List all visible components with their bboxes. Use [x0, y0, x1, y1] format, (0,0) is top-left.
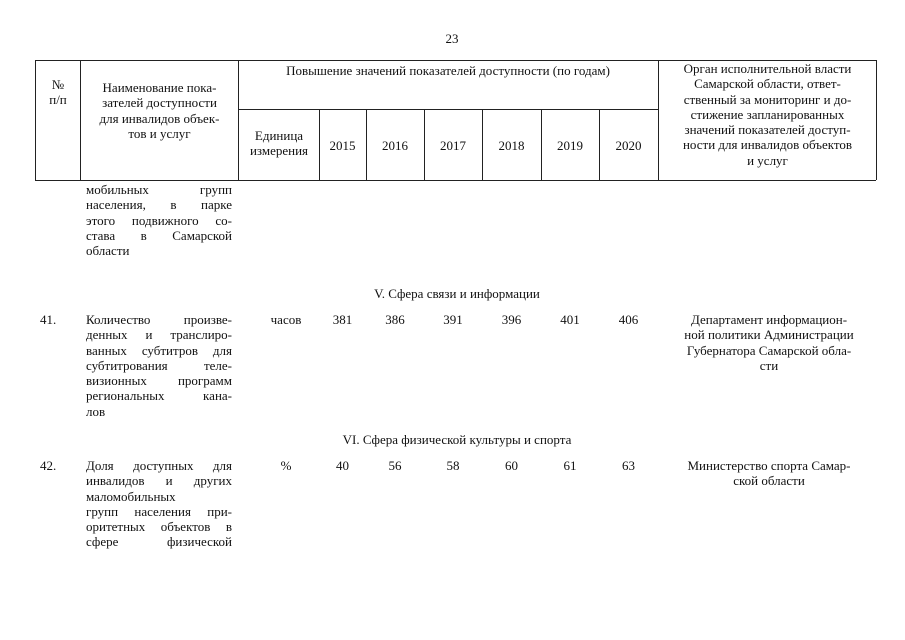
header-year-2018: 2018	[498, 138, 525, 153]
row-indicator-name: Количество произве- денных и транслиро- ванных субтитров для субтитрования теле- визионных программ региональных кана- лов	[86, 312, 232, 419]
row-value-2018: 396	[501, 312, 522, 327]
header-year-2020: 2020	[615, 138, 642, 153]
row-authority: Министерство спорта Самар- ской области	[687, 458, 851, 489]
header-authority: Орган исполнительной власти Самарской области, ответ- ственный за мониторинг и до- стижение запланированных значений показателей доступ- ности для инвалидов объектов и услуг	[682, 61, 853, 168]
header-year-2017: 2017	[440, 138, 466, 153]
row-value-2017: 391	[443, 312, 463, 327]
row-authority: Департамент информацион- ной политики Администрации Губернатора Самарской обла- сти	[684, 312, 854, 373]
section-title-sports: VI. Сфера физической культуры и спорта	[342, 432, 572, 447]
page-number: 23	[445, 31, 459, 46]
row-number: 41.	[40, 312, 57, 327]
row-value-2015: 40	[336, 458, 349, 473]
continued-indicator-text: мобильных групп населения, в парке этого подвижного со- става в Самарской области	[86, 182, 232, 259]
row-value-2019: 61	[563, 458, 577, 473]
section-title-communications: V. Сфера связи и информации	[374, 286, 540, 301]
header-col-number: № п/п	[49, 77, 67, 108]
row-value-2016: 56	[388, 458, 402, 473]
header-year-2016: 2016	[382, 138, 408, 153]
header-year-2015: 2015	[329, 138, 356, 153]
header-col-indicator-name: Наименование пока- зателей доступности для инвалидов объек- тов и услуг	[99, 80, 220, 141]
row-value-2020: 63	[622, 458, 635, 473]
header-group-title: Повышение значений показателей доступности (по годам)	[286, 63, 610, 78]
row-value-2016: 386	[385, 312, 405, 327]
row-value-2018: 60	[505, 458, 518, 473]
row-number: 42.	[40, 458, 57, 473]
row-unit: %	[280, 458, 292, 473]
row-value-2015: 381	[332, 312, 353, 327]
row-value-2017: 58	[446, 458, 460, 473]
row-indicator-name: Доля доступных для инвалидов и других маломобильных групп населения при- оритетных объектов в сфере физической	[86, 458, 232, 550]
header-unit: Единица измерения	[249, 128, 309, 159]
row-value-2020: 406	[618, 312, 639, 327]
header-year-2019: 2019	[557, 138, 583, 153]
row-unit: часов	[270, 312, 302, 327]
row-value-2019: 401	[560, 312, 580, 327]
